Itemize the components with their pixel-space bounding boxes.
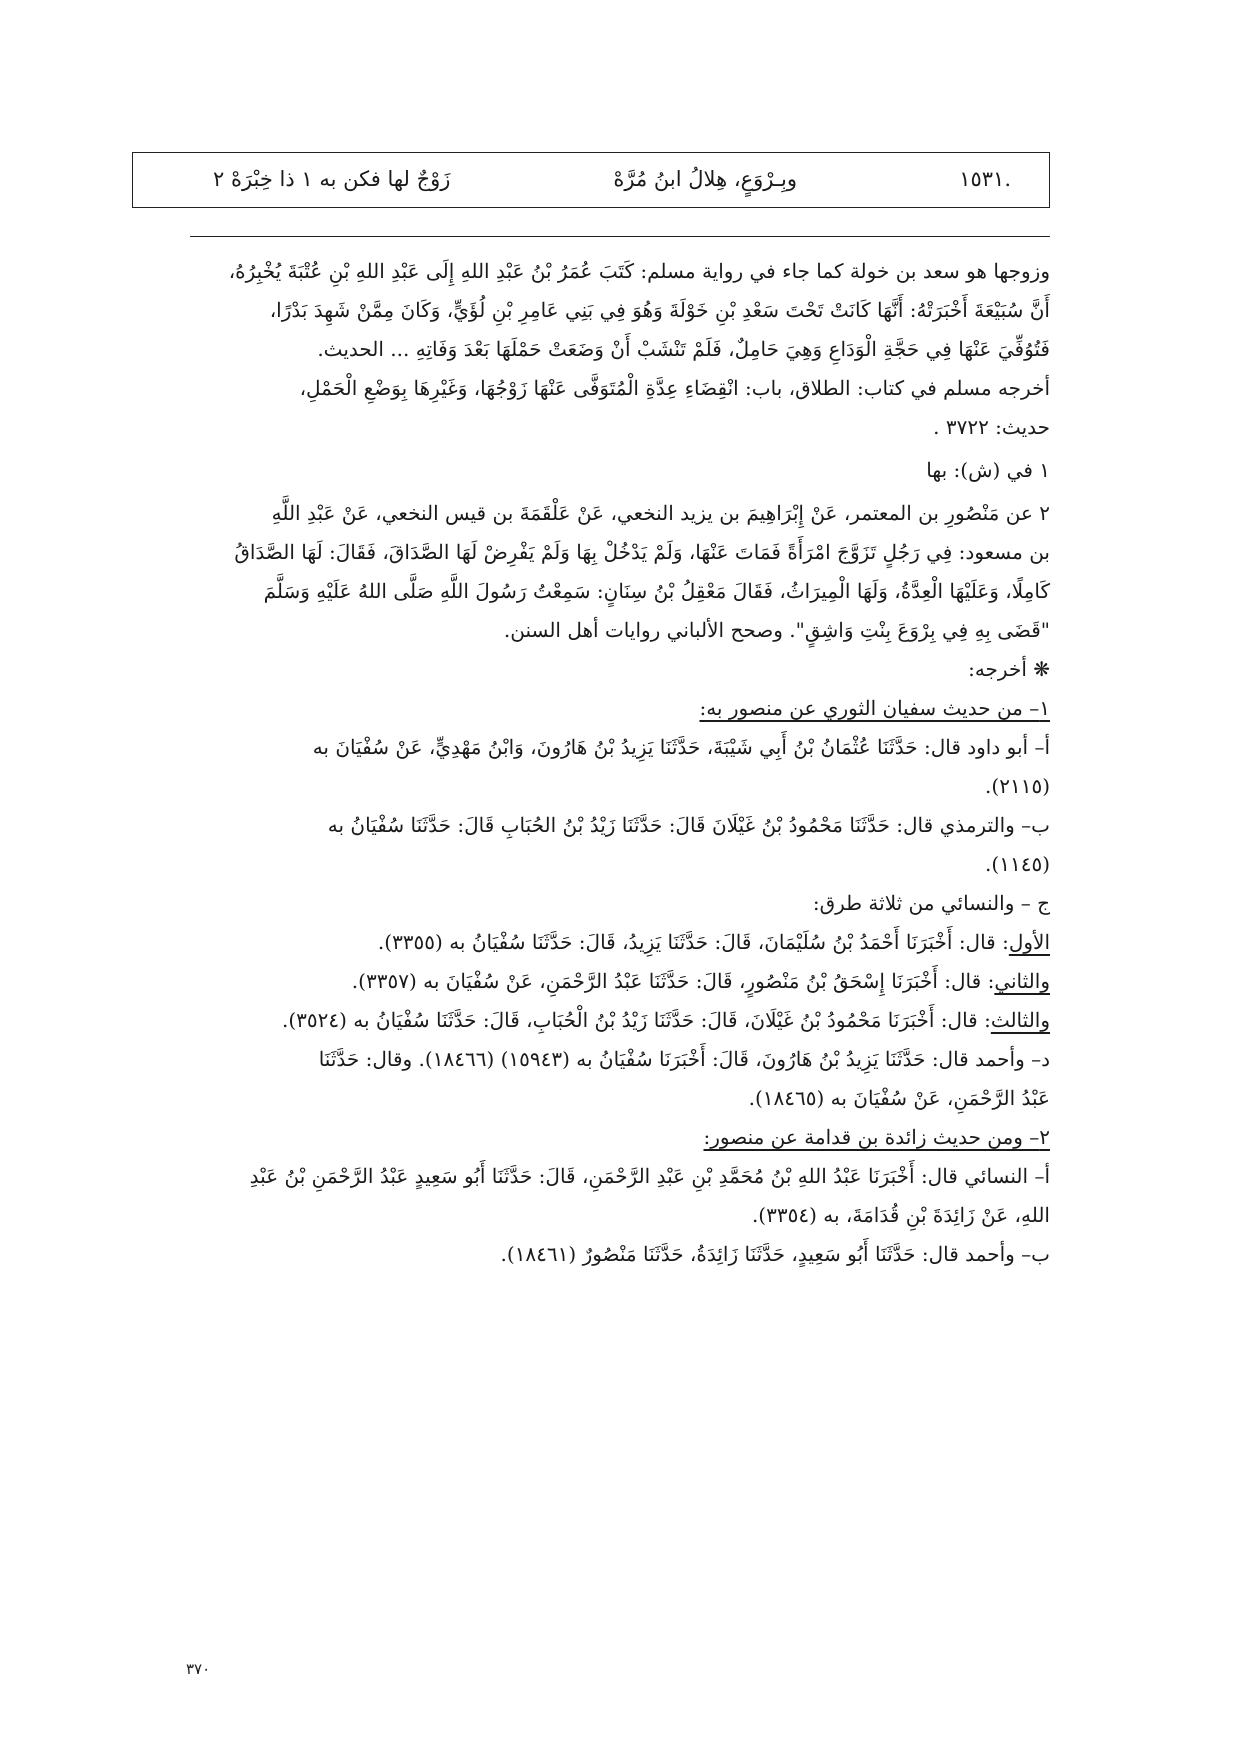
s1-c3-text: : قال: أَخْبَرَنَا مَحْمُودُ بْنُ غَيْلَانَ، قَالَ: حَدَّثَنَا زَيْدُ بْنُ الْحُبَابِ، قَالَ: حَدَّثَنَا سُفْيَانُ به (٣٥٢٤). [281,1008,991,1032]
para1-line: وزوجها هو سعد بن خولة كما جاء في رواية مسلم: كَتَبَ عُمَرُ بْنُ عَبْدِ اللهِ إِلَى عَبْدِ اللهِ بْنِ عُتْبَةَ يُخْبِرُهُ، [228,259,1050,283]
page-number: ٣٧٠ [186,1660,211,1678]
s1-c3-label: والثالث [990,1008,1050,1032]
footnote-1: ١ في (ش): بها [926,458,1050,482]
section-1-heading-text: ١– من حديث سفيان الثوري عن منصور به: [699,696,1050,720]
s2-a-line: أ– النسائي قال: أَخْبَرَنَا عَبْدُ اللهِ بْنُ مُحَمَّدِ بْنِ عَبْدِ الرَّحْمَنِ، قَالَ: حَدَّثَنَا أَبُو سَعِيدٍ عَبْدُ الرَّحْمَنِ بْنُ عَبْدِ [249,1164,1050,1188]
takhrij-heading: ❋ أخرجه: [968,657,1050,681]
footnote-2-line: ٢ عن مَنْصُورِ بن المعتمر، عَنْ إِبْرَاهِيمَ بن يزيد النخعي، عَنْ عَلْقَمَةَ بن قيس النخعي، عَنْ عَبْدِ اللَّهِ [271,501,1050,525]
s1-c1-label: الأول [1008,930,1050,954]
para1-line: أَنَّ سُبَيْعَةَ أَخْبَرَتْهُ: أَنَّهَا كَانَتْ تَحْتَ سَعْدِ بْنِ خَوْلَةَ وَهُوَ فِي بَنِي عَامِرِ بْنِ لُؤَيٍّ، وَكَانَ مِمَّنْ شَهِدَ بَدْرًا، [269,298,1050,322]
s1-d-line: د– وأحمد قال: حَدَّثَنَا يَزِيدُ بْنُ هَارُونَ، قَالَ: أَخْبَرَنَا سُفْيَانُ به (١٥٩٤٣) (١٨٤٦٦). وقال: حَدَّثَنَا [318,1047,1050,1071]
s1-a-line: (٢١١٥). [985,774,1050,798]
footnote-separator [190,236,1050,237]
s2-b-line: ب– وأحمد قال: حَدَّثَنَا أَبُو سَعِيدٍ، حَدَّثَنَا زَائِدَةُ، حَدَّثَنَا مَنْصُورٌ (١٨٤٦١). [500,1242,1050,1266]
s1-b-line: (١١٤٥). [985,852,1050,876]
verse-number: .١٥٣١ [959,167,1011,191]
s1-a-line: أ– أبو داود قال: حَدَّثَنَا عُثْمَانُ بْنُ أَبِي شَيْبَةَ، حَدَّثَنَا يَزِيدُ بْنُ هَارُونَ، وَابْنُ مَهْدِيٍّ، عَنْ سُفْيَانَ به [312,735,1050,759]
verse-hemistich-2: زَوْجٌ لها فكن به ١ ذا خِبْرَهْ ٢ [213,167,451,191]
section-2-heading-text: ٢– ومن حديث زائدة بن قدامة عن منصور: [703,1125,1050,1149]
para1-line: حديث: ٣٧٢٢ . [933,415,1050,439]
s1-b-line: ب– والترمذي قال: حَدَّثَنَا مَحْمُودُ بْنُ غَيْلَانَ قَالَ: حَدَّثَنَا زَيْدُ بْنُ الحُبَابِ قَالَ: حَدَّثَنَا سُفْيَانُ به [327,813,1050,837]
s1-c2-line [190,962,1050,1001]
section-1-heading [190,689,1050,728]
footnote-2-line: بن مسعود: فِي رَجُلٍ تَزَوَّجَ امْرَأَةً فَمَاتَ عَنْهَا، وَلَمْ يَدْخُلْ بِهَا وَلَمْ يَفْرِضْ لَهَا الصَّدَاقَ، فَقَالَ: لَهَا الصَّدَاقُ [234,540,1050,564]
verse-box [132,152,1050,208]
footnote-2-line: كَامِلًا، وَعَلَيْهَا الْعِدَّةُ، وَلَهَا الْمِيرَاثُ، فَقَالَ مَعْقِلُ بْنُ سِنَانٍ: سَمِعْتُ رَسُولَ اللَّهِ صَلَّى اللهُ عَلَيْهِ وَسَلَّمَ [263,579,1050,603]
s1-c1-line [190,923,1050,962]
s1-c2-label: والثاني [994,969,1050,993]
s1-c-line: ج – والنسائي من ثلاثة طرق: [812,891,1050,915]
s1-c2-text: : قال: أَخْبَرَنَا إِسْحَقُ بْنُ مَنْصُورٍ، قَالَ: حَدَّثَنَا عَبْدُ الرَّحْمَنِ، عَنْ سُفْيَانَ به (٣٣٥٧). [351,969,995,993]
para1-line: فَتُوُفِّيَ عَنْهَا فِي حَجَّةِ الْوَدَاعِ وَهِيَ حَامِلٌ، فَلَمْ تَنْشَبْ أَنْ وَضَعَتْ حَمْلَهَا بَعْدَ وَفَاتِهِ ... الحديث. [317,337,1050,361]
verse-hemistich-1: وبِـرْوَعٍ، هِلالُ ابنُ مُرَّهْ [613,167,797,191]
s2-a-line: اللهِ، عَنْ زَائِدَةَ بْنِ قُدَامَةَ، به (٣٣٥٤). [751,1203,1050,1227]
s1-c1-text: : قال: أَخْبَرَنَا أَحْمَدُ بْنُ سُلَيْمَانَ، قَالَ: حَدَّثَنَا يَزِيدُ، قَالَ: حَدَّثَنَا سُفْيَانُ به (٣٣٥٥). [377,930,1009,954]
footnote-2-line: "قَضَى بِهِ فِي بِرْوَعَ بِنْتِ وَاشِقٍ". وصحح الألباني روايات أهل السنن. [503,618,1050,642]
s1-c3-line [190,1001,1050,1040]
commentary-body [190,252,1050,1274]
section-2-heading [190,1118,1050,1157]
s1-d-line: عَبْدُ الرَّحْمَنِ، عَنْ سُفْيَانَ به (١٨٤٦٥). [748,1086,1050,1110]
para1-line: أخرجه مسلم في كتاب: الطلاق، باب: انْقِضَاءِ عِدَّةِ الْمُتَوَفَّى عَنْهَا زَوْجُهَا، وَغَيْرِهَا بِوَضْعِ الْحَمْلِ، [299,376,1050,400]
